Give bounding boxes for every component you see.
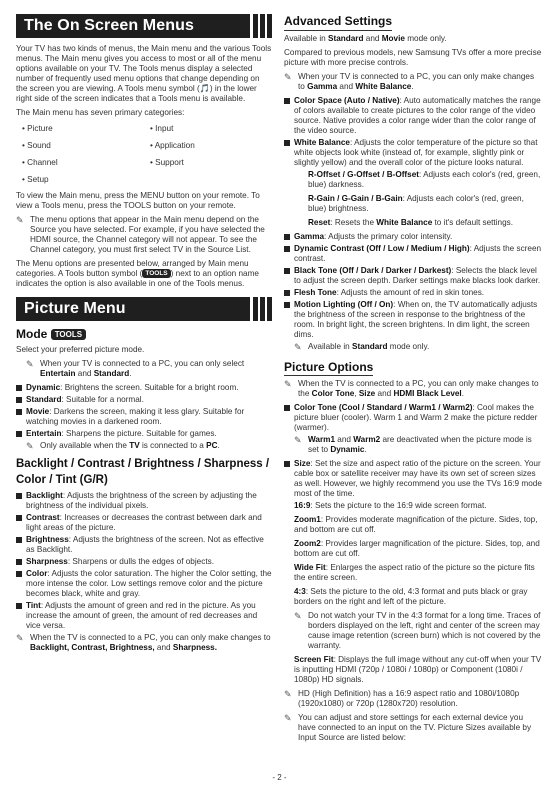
backlight-heading: Backlight / Contrast / Brightness / Sharpness / Color / Tint (G/R) xyxy=(16,457,270,487)
category-list xyxy=(22,124,272,185)
note-pen-icon: ✎ xyxy=(16,215,24,225)
note xyxy=(284,713,543,743)
size-43-text: 4:3: Sets the picture to the old, 4:3 format and puts black or gray borders on the right and left of the picture. xyxy=(294,587,528,607)
offset-text: R-Offset / G-Offset / B-Offset: Adjusts each color's (red, green, blue) darkness. xyxy=(308,169,541,189)
category-item: • Support xyxy=(150,158,270,168)
reset-text: Reset: Resets the White Balance to it's default settings. xyxy=(308,217,514,227)
note-text: Only available when the TV is connected to a PC. xyxy=(40,440,220,450)
note xyxy=(16,633,272,653)
bullet-item: Color Tone (Cool / Standard / Warm1 / Warm2): Cool makes the picture bluer (cooler). Warm 1 and Warm 2 make the picture redder (warmer). xyxy=(284,403,543,433)
bullet-item: Dynamic Contrast (Off / Low / Medium / High): Adjusts the screen contrast. xyxy=(284,244,543,264)
note-text: HD (High Definition) has a 16:9 aspect ratio and 1080i/1080p (1920x1080) or 720p (1280x720) resolution. xyxy=(298,689,520,709)
tools-badge: TOOLS xyxy=(51,329,86,340)
bullet-item: Entertain: Sharpens the picture. Suitable for games. xyxy=(16,429,272,439)
bullet-item: White Balance: Adjusts the color temperature of the picture so that white objects look white (instead of, for example, slightly pink or slightly yellow) and the overall color of the picture looks natural. xyxy=(284,138,543,168)
bullet-item: Color: Adjusts the color saturation. The higher the Color setting, the more intense the color. Low settings remove color and the picture becomes black, white and gray. xyxy=(16,569,272,599)
note-pen-icon: ✎ xyxy=(294,611,302,622)
picture-menu-banner xyxy=(16,297,272,321)
category-item: • Application xyxy=(150,141,270,151)
note-pen-icon: ✎ xyxy=(284,689,292,700)
bullet-item: Black Tone (Off / Dark / Darker / Darkest): Selects the black level to adjust the screen depth. Darker settings make blacks look darker. xyxy=(284,266,543,286)
note-text: When your TV is connected to a PC, you can only make changes to Gamma and White Balance. xyxy=(298,71,535,91)
note-pen-icon: ✎ xyxy=(294,435,302,446)
category-item: • Picture xyxy=(22,124,150,134)
bullet-item: Brightness: Adjusts the brightness of the screen. Not as effective as Backlight. xyxy=(16,535,272,555)
adv-compare: Compared to previous models, new Samsung TVs offer a more precise picture with more precise controls. xyxy=(284,47,542,67)
bullet-item: Contrast: Increases or decreases the contrast between dark and light areas of the picture. xyxy=(16,513,272,533)
adv-availability: Available in Standard and Movie mode only. xyxy=(284,33,447,43)
note-text: Warm1 and Warm2 are deactivated when the picture mode is set to Dynamic. xyxy=(308,435,532,455)
category-item: • Input xyxy=(150,124,270,134)
category-item: • Sound xyxy=(22,141,150,151)
note-pen-icon: ✎ xyxy=(26,440,34,451)
note xyxy=(284,689,543,709)
banner-stripes xyxy=(250,297,272,321)
bullet-item: Backlight: Adjusts the brightness of the screen by adjusting the brightness of the individual pixels. xyxy=(16,491,272,511)
category-item: • Channel xyxy=(22,158,150,168)
zoom1-text: Zoom1: Provides moderate magnification of the picture. Sides, top, and bottom are cut off. xyxy=(294,515,538,535)
banner-title: The On Screen Menus xyxy=(24,17,194,35)
note-text: When the TV is connected to a PC, you can only make changes to the Color Tone, Size and HDMI Black Level. xyxy=(298,379,539,399)
note-pen-icon: ✎ xyxy=(284,379,292,390)
note xyxy=(294,611,543,651)
banner-stripes xyxy=(250,14,272,38)
wide-fit-text: Wide Fit: Enlarges the aspect ratio of the picture so the picture fits the entire screen. xyxy=(294,563,535,583)
note xyxy=(26,359,272,379)
banner-title: Picture Menu xyxy=(24,300,126,318)
note xyxy=(294,435,543,455)
note-text: You can adjust and store settings for each external device you have connected to an input on the TV. Picture Sizes available by Input Source are listed below: xyxy=(298,713,532,743)
picture-options-heading: Picture Options xyxy=(284,360,373,377)
zoom2-text: Zoom2: Provides larger magnification of the picture. Sides, top, and bottom are cut off. xyxy=(294,539,540,559)
bullet-item: Flesh Tone: Adjusts the amount of red in skin tones. xyxy=(284,288,543,298)
note-text: The menu options that appear in the Main menu depend on the Source you have selected. For example, if you have selected the HDMI source, the Channel category will not appear. To see the Channel category, you must first select TV in the Source List. xyxy=(30,215,265,254)
note-pen-icon: ✎ xyxy=(284,71,292,82)
mode-heading: Mode TOOLS xyxy=(16,327,272,342)
note-text: When your TV is connected to a PC, you can only select Entertain and Standard. xyxy=(40,358,245,378)
note xyxy=(284,72,543,92)
tools-badge: TOOLS xyxy=(142,269,170,278)
note-pen-icon: ✎ xyxy=(26,358,34,369)
note-text: Available in Standard mode only. xyxy=(308,341,430,351)
bullet-item: Motion Lighting (Off / On): When on, the TV automatically adjusts the brightness of the screen in response to the brightness of the room. In bright light, the screen brightens. In dim light, the screen dims. xyxy=(284,300,543,340)
note xyxy=(284,379,543,399)
screen-fit-text: Screen Fit: Displays the full image without any cut-off when your TV is inputting HDMI (720p / 1080i / 1080p) or Component (1080i / 1080p) HD signals. xyxy=(294,655,542,685)
note xyxy=(294,342,543,353)
bullet-item: Tint: Adjusts the amount of green and red in the picture. As you increase the amount of green, the amount of red decreases and vice versa. xyxy=(16,601,272,631)
gain-text: R-Gain / G-Gain / B-Gain: Adjusts each color's (red, green, blue) brightness. xyxy=(308,193,524,213)
bullet-item: Gamma: Adjusts the primary color intensity. xyxy=(284,232,543,242)
bullet-item: Dynamic: Brightens the screen. Suitable for a bright room. xyxy=(16,383,272,393)
advanced-settings-heading: Advanced Settings xyxy=(284,14,392,31)
right-column xyxy=(284,14,543,747)
bullet-item: Standard: Suitable for a normal. xyxy=(16,395,272,405)
note-pen-icon: ✎ xyxy=(16,632,24,643)
bullet-item: Color Space (Auto / Native): Auto automatically matches the range of colors available to create pictures to the color range of the video source. Native provides a color range wider than the color range of the video source. xyxy=(284,96,543,136)
bullet-item: Size: Set the size and aspect ratio of the picture on the screen. Your cable box or satellite receiver may have its own set of screen sizes as well. However, we highly recommend you use the TVs 16:9 mode most of the time. xyxy=(284,459,543,499)
category-item: • Setup xyxy=(22,175,150,185)
note-pen-icon: ✎ xyxy=(284,713,292,724)
on-screen-menus-banner xyxy=(16,14,272,38)
mode-subtitle: Select your preferred picture mode. xyxy=(16,344,145,354)
bullet-item: Sharpness: Sharpens or dulls the edges of objects. xyxy=(16,557,272,567)
presented-text: The Menu options are presented below, arranged by Main menu categories. A Tools button symbol ( TOOLS ) next to an option name indicates the option is also available in one of the Tools menus. xyxy=(16,259,259,288)
note xyxy=(26,441,272,452)
size-169-text: 16:9: Sets the picture to the 16:9 wide screen format. xyxy=(294,501,487,511)
view-menu-text: To view the Main menu, press the MENU button on your remote. To view a Tools menu, press the TOOLS button on your remote. xyxy=(16,191,260,210)
seven-categories-text: The Main menu has seven primary categories: xyxy=(16,108,185,117)
bullet-item: Movie: Darkens the screen, making it less glary. Suitable for watching movies in a darkened room. xyxy=(16,407,272,427)
page-number: - 2 - xyxy=(272,773,287,783)
note-pen-icon: ✎ xyxy=(294,341,302,352)
note-text: Do not watch your TV in the 4:3 format for a long time. Traces of borders displayed on the left, right and center of the screen may cause image retention (screen burn) which is not covered by the warranty. xyxy=(308,611,541,651)
intro-paragraph: Your TV has two kinds of menus, the Main menu and the various Tools menus. The Main menu gives you access to most or all of the menu options available on your TV. The Tools menus display a selected number of frequently used menu options that change depending on the screen you are viewing. A Tools menu symbol (🎵) in the lower right side of the screen indicates that a Tools menu is available. xyxy=(16,44,272,103)
left-column xyxy=(16,14,272,657)
note xyxy=(16,215,272,255)
note-text: When the TV is connected to a PC, you can only make changes to Backlight, Contrast, Brightness, and Sharpness. xyxy=(30,632,271,652)
